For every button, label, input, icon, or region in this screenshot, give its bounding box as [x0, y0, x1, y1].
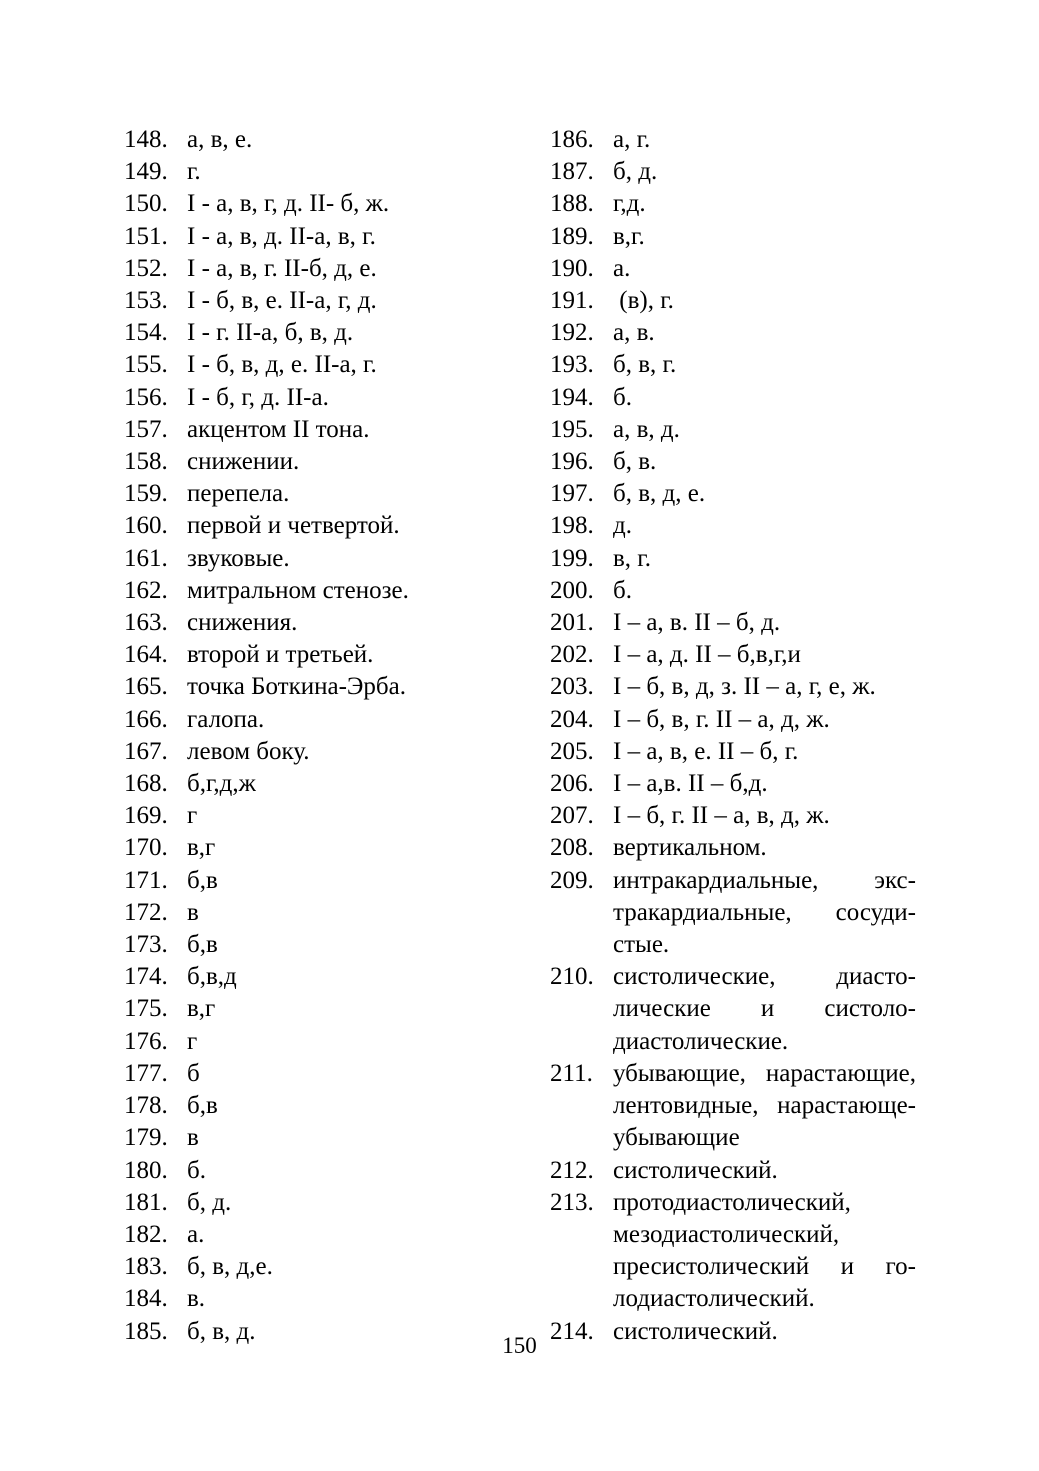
- list-item: [550, 1058, 916, 1155]
- item-number: 214.: [550, 1317, 594, 1345]
- list-item: [124, 639, 454, 671]
- item-number: 207.: [550, 802, 594, 830]
- list-item: [124, 543, 454, 575]
- item-number: 157.: [124, 415, 168, 443]
- list-item: [550, 124, 916, 156]
- list-item: [124, 575, 454, 607]
- item-text: б,в,д: [187, 963, 237, 991]
- item-text: I – б, в, г. II – а, д, ж.: [613, 705, 830, 733]
- item-text: I - г. II-а, б, в, д.: [187, 319, 354, 347]
- list-item: [550, 704, 916, 736]
- item-text: б,г,д,ж: [187, 770, 256, 798]
- list-item: [550, 253, 916, 285]
- list-item: [124, 253, 454, 285]
- item-number: 163.: [124, 609, 168, 637]
- list-item: [550, 414, 916, 446]
- item-number: 190.: [550, 254, 594, 282]
- item-text: г: [187, 802, 198, 830]
- item-number: 164.: [124, 641, 168, 669]
- item-number: 186.: [550, 126, 594, 153]
- item-text: б.: [187, 1156, 206, 1184]
- item-number: 183.: [124, 1253, 168, 1281]
- list-item: [550, 607, 916, 639]
- item-number: 184.: [124, 1285, 168, 1313]
- item-number: 204.: [550, 705, 594, 733]
- list-item: [124, 607, 454, 639]
- item-number: 198.: [550, 512, 594, 540]
- list-item: [124, 929, 454, 961]
- item-number: 162.: [124, 576, 168, 604]
- item-text: вертикальном.: [613, 834, 767, 862]
- item-number: 202.: [550, 641, 594, 669]
- item-text: а, в, д.: [613, 415, 680, 443]
- item-text: б.: [613, 383, 632, 411]
- item-number: 154.: [124, 319, 168, 347]
- item-number: 167.: [124, 737, 168, 765]
- list-item: [124, 1251, 454, 1283]
- item-text: в: [187, 898, 199, 926]
- item-text: в,г: [187, 834, 216, 862]
- item-number: 178.: [124, 1092, 168, 1120]
- item-number: 212.: [550, 1156, 594, 1184]
- item-number: 194.: [550, 383, 594, 411]
- list-item: [550, 671, 916, 703]
- item-text: в.: [187, 1285, 206, 1313]
- item-number: 192.: [550, 319, 594, 347]
- item-number: 170.: [124, 834, 168, 862]
- item-number: 169.: [124, 802, 168, 830]
- item-text: б, в, д.: [187, 1317, 256, 1345]
- list-item: [550, 543, 916, 575]
- list-item: [550, 156, 916, 188]
- item-text: митральном стенозе.: [187, 576, 409, 604]
- list-item: [124, 382, 454, 414]
- list-item: [550, 832, 916, 864]
- item-text: I - а, в, г, д. II- б, ж.: [187, 190, 390, 218]
- item-number: 151.: [124, 222, 168, 250]
- item-text: второй и третьей.: [187, 641, 374, 669]
- list-item: [550, 575, 916, 607]
- item-number: 211.: [550, 1059, 593, 1087]
- answers-left-column: [124, 124, 454, 1348]
- list-item: [550, 446, 916, 478]
- list-item: [124, 446, 454, 478]
- list-item: [550, 349, 916, 381]
- item-text: б, в.: [613, 448, 657, 476]
- item-text: г,д.: [613, 190, 646, 218]
- list-item: [550, 382, 916, 414]
- list-item: [124, 1090, 454, 1122]
- item-text: убывающие, нарастающие, лентовидные, нарастающе-убывающие: [613, 1059, 916, 1152]
- list-item: [550, 188, 916, 220]
- item-text: систолические, диастолические и систолодиастолические.: [613, 963, 916, 1055]
- list-item: [550, 1187, 916, 1316]
- item-number: 172.: [124, 898, 168, 926]
- item-number: 201.: [550, 609, 594, 637]
- item-number: 196.: [550, 448, 594, 476]
- list-item: [124, 1219, 454, 1251]
- item-text: снижения.: [187, 609, 298, 637]
- item-number: 210.: [550, 963, 594, 991]
- list-item: [124, 188, 454, 220]
- item-number: 165.: [124, 673, 168, 701]
- item-number: 166.: [124, 705, 168, 733]
- list-item: [124, 671, 454, 703]
- item-text: (в), г.: [613, 287, 674, 315]
- list-item: [124, 704, 454, 736]
- item-text: снижении.: [187, 448, 300, 476]
- list-item: [550, 1155, 916, 1187]
- list-item: [124, 124, 454, 156]
- item-number: 197.: [550, 480, 594, 508]
- item-text: перепела.: [187, 480, 290, 508]
- list-item: [124, 156, 454, 188]
- item-text: б, д.: [187, 1188, 232, 1216]
- item-number: 193.: [550, 351, 594, 379]
- list-item: [124, 897, 454, 929]
- item-text: а, в.: [613, 319, 655, 347]
- list-item: [124, 1058, 454, 1090]
- list-item: [550, 221, 916, 253]
- item-text: I - а, в, д. II-а, в, г.: [187, 222, 376, 250]
- item-text: а.: [613, 254, 631, 282]
- item-number: 161.: [124, 544, 168, 572]
- list-item: [550, 768, 916, 800]
- item-number: 206.: [550, 770, 594, 798]
- item-text: систолический.: [613, 1156, 778, 1184]
- answers-right-column: [550, 124, 916, 1348]
- item-number: 187.: [550, 158, 594, 186]
- item-text: б,в: [187, 866, 218, 894]
- list-item: [124, 349, 454, 381]
- item-number: 175.: [124, 995, 168, 1023]
- item-number: 180.: [124, 1156, 168, 1184]
- item-text: протодиастолический, мезодиастолический, пресистолический и голодиастолический.: [613, 1188, 916, 1313]
- item-text: в, г.: [613, 544, 651, 572]
- list-item: [124, 961, 454, 993]
- item-text: б,в: [187, 1092, 218, 1120]
- item-text: I - б, в, е. II-а, г, д.: [187, 287, 377, 315]
- item-text: I - а, в, г. II-б, д, е.: [187, 254, 377, 282]
- list-item: [124, 285, 454, 317]
- list-item: [550, 317, 916, 349]
- item-text: б, д.: [613, 158, 658, 186]
- list-item: [124, 1187, 454, 1219]
- item-number: 155.: [124, 351, 168, 379]
- item-number: 149.: [124, 158, 168, 186]
- list-item: [550, 285, 916, 317]
- item-text: а.: [187, 1220, 205, 1248]
- list-item: [124, 221, 454, 253]
- item-number: 188.: [550, 190, 594, 218]
- item-text: г.: [187, 158, 201, 186]
- item-text: в,г: [187, 995, 216, 1023]
- list-item: [124, 768, 454, 800]
- list-item: [124, 993, 454, 1025]
- item-text: левом боку.: [187, 737, 310, 765]
- item-text: I – а, в. II – б, д.: [613, 609, 781, 637]
- list-item: [124, 1122, 454, 1154]
- item-number: 208.: [550, 834, 594, 862]
- item-text: I – а, д. II – б,в,г,и: [613, 641, 801, 669]
- item-number: 203.: [550, 673, 594, 701]
- item-text: б, в, д,е.: [187, 1253, 273, 1281]
- item-number: 200.: [550, 576, 594, 604]
- item-number: 150.: [124, 190, 168, 218]
- item-text: точка Боткина-Эрба.: [187, 673, 406, 701]
- list-item: [124, 414, 454, 446]
- list-item: [124, 1026, 454, 1058]
- list-item: [124, 736, 454, 768]
- item-number: 189.: [550, 222, 594, 250]
- item-text: б, в, г.: [613, 351, 677, 379]
- item-number: 205.: [550, 737, 594, 765]
- item-number: 153.: [124, 287, 168, 315]
- item-text: первой и четвертой.: [187, 512, 400, 540]
- item-text: д.: [613, 512, 632, 540]
- list-item: [124, 832, 454, 864]
- item-text: г: [187, 1027, 198, 1055]
- list-item: [550, 639, 916, 671]
- item-text: I – а,в. II – б,д.: [613, 770, 768, 798]
- item-number: 182.: [124, 1220, 168, 1248]
- item-text: I - б, г, д. II-а.: [187, 383, 329, 411]
- item-number: 181.: [124, 1188, 168, 1216]
- page-number: 150: [502, 1333, 537, 1358]
- item-number: 159.: [124, 480, 168, 508]
- item-text: I – б, в, д, з. II – а, г, е, ж.: [613, 673, 876, 701]
- item-number: 177.: [124, 1059, 168, 1087]
- list-item: [124, 317, 454, 349]
- list-item: [550, 510, 916, 542]
- list-item: [124, 865, 454, 897]
- list-item: [550, 800, 916, 832]
- item-text: I – б, г. II – а, в, д, ж.: [613, 802, 830, 830]
- list-item: [550, 736, 916, 768]
- item-text: в: [187, 1124, 199, 1152]
- list-item: [124, 800, 454, 832]
- item-text: а, в, е.: [187, 126, 253, 153]
- item-number: 195.: [550, 415, 594, 443]
- item-number: 174.: [124, 963, 168, 991]
- item-text: систолический.: [613, 1317, 778, 1345]
- item-number: 191.: [550, 287, 594, 315]
- item-number: 148.: [124, 126, 168, 153]
- item-number: 171.: [124, 866, 168, 894]
- item-text: I - б, в, д, е. II-а, г.: [187, 351, 377, 379]
- item-number: 152.: [124, 254, 168, 282]
- item-number: 158.: [124, 448, 168, 476]
- item-number: 160.: [124, 512, 168, 540]
- list-item: [124, 510, 454, 542]
- item-number: 176.: [124, 1027, 168, 1055]
- item-text: галопа.: [187, 705, 265, 733]
- item-text: в,г.: [613, 222, 645, 250]
- item-text: I – а, в, е. II – б, г.: [613, 737, 799, 765]
- item-text: б,в: [187, 931, 218, 959]
- item-number: 213.: [550, 1188, 594, 1216]
- item-number: 168.: [124, 770, 168, 798]
- item-number: 179.: [124, 1124, 168, 1152]
- item-number: 156.: [124, 383, 168, 411]
- item-text: б.: [613, 576, 632, 604]
- list-item: [124, 478, 454, 510]
- list-item: [550, 865, 916, 962]
- item-number: 199.: [550, 544, 594, 572]
- list-item: [124, 1283, 454, 1315]
- list-item: [550, 961, 916, 1058]
- item-number: 173.: [124, 931, 168, 959]
- item-text: акцентом II тона.: [187, 415, 370, 443]
- item-number: 209.: [550, 866, 594, 894]
- item-text: б, в, д, е.: [613, 480, 706, 508]
- list-item: [550, 478, 916, 510]
- item-text: б: [187, 1059, 200, 1087]
- item-text: а, г.: [613, 126, 651, 153]
- item-number: 185.: [124, 1317, 168, 1345]
- item-text: звуковые.: [187, 544, 290, 572]
- item-text: интракардиальные, экстракардиальные, сосудистые.: [613, 866, 916, 959]
- list-item: [124, 1155, 454, 1187]
